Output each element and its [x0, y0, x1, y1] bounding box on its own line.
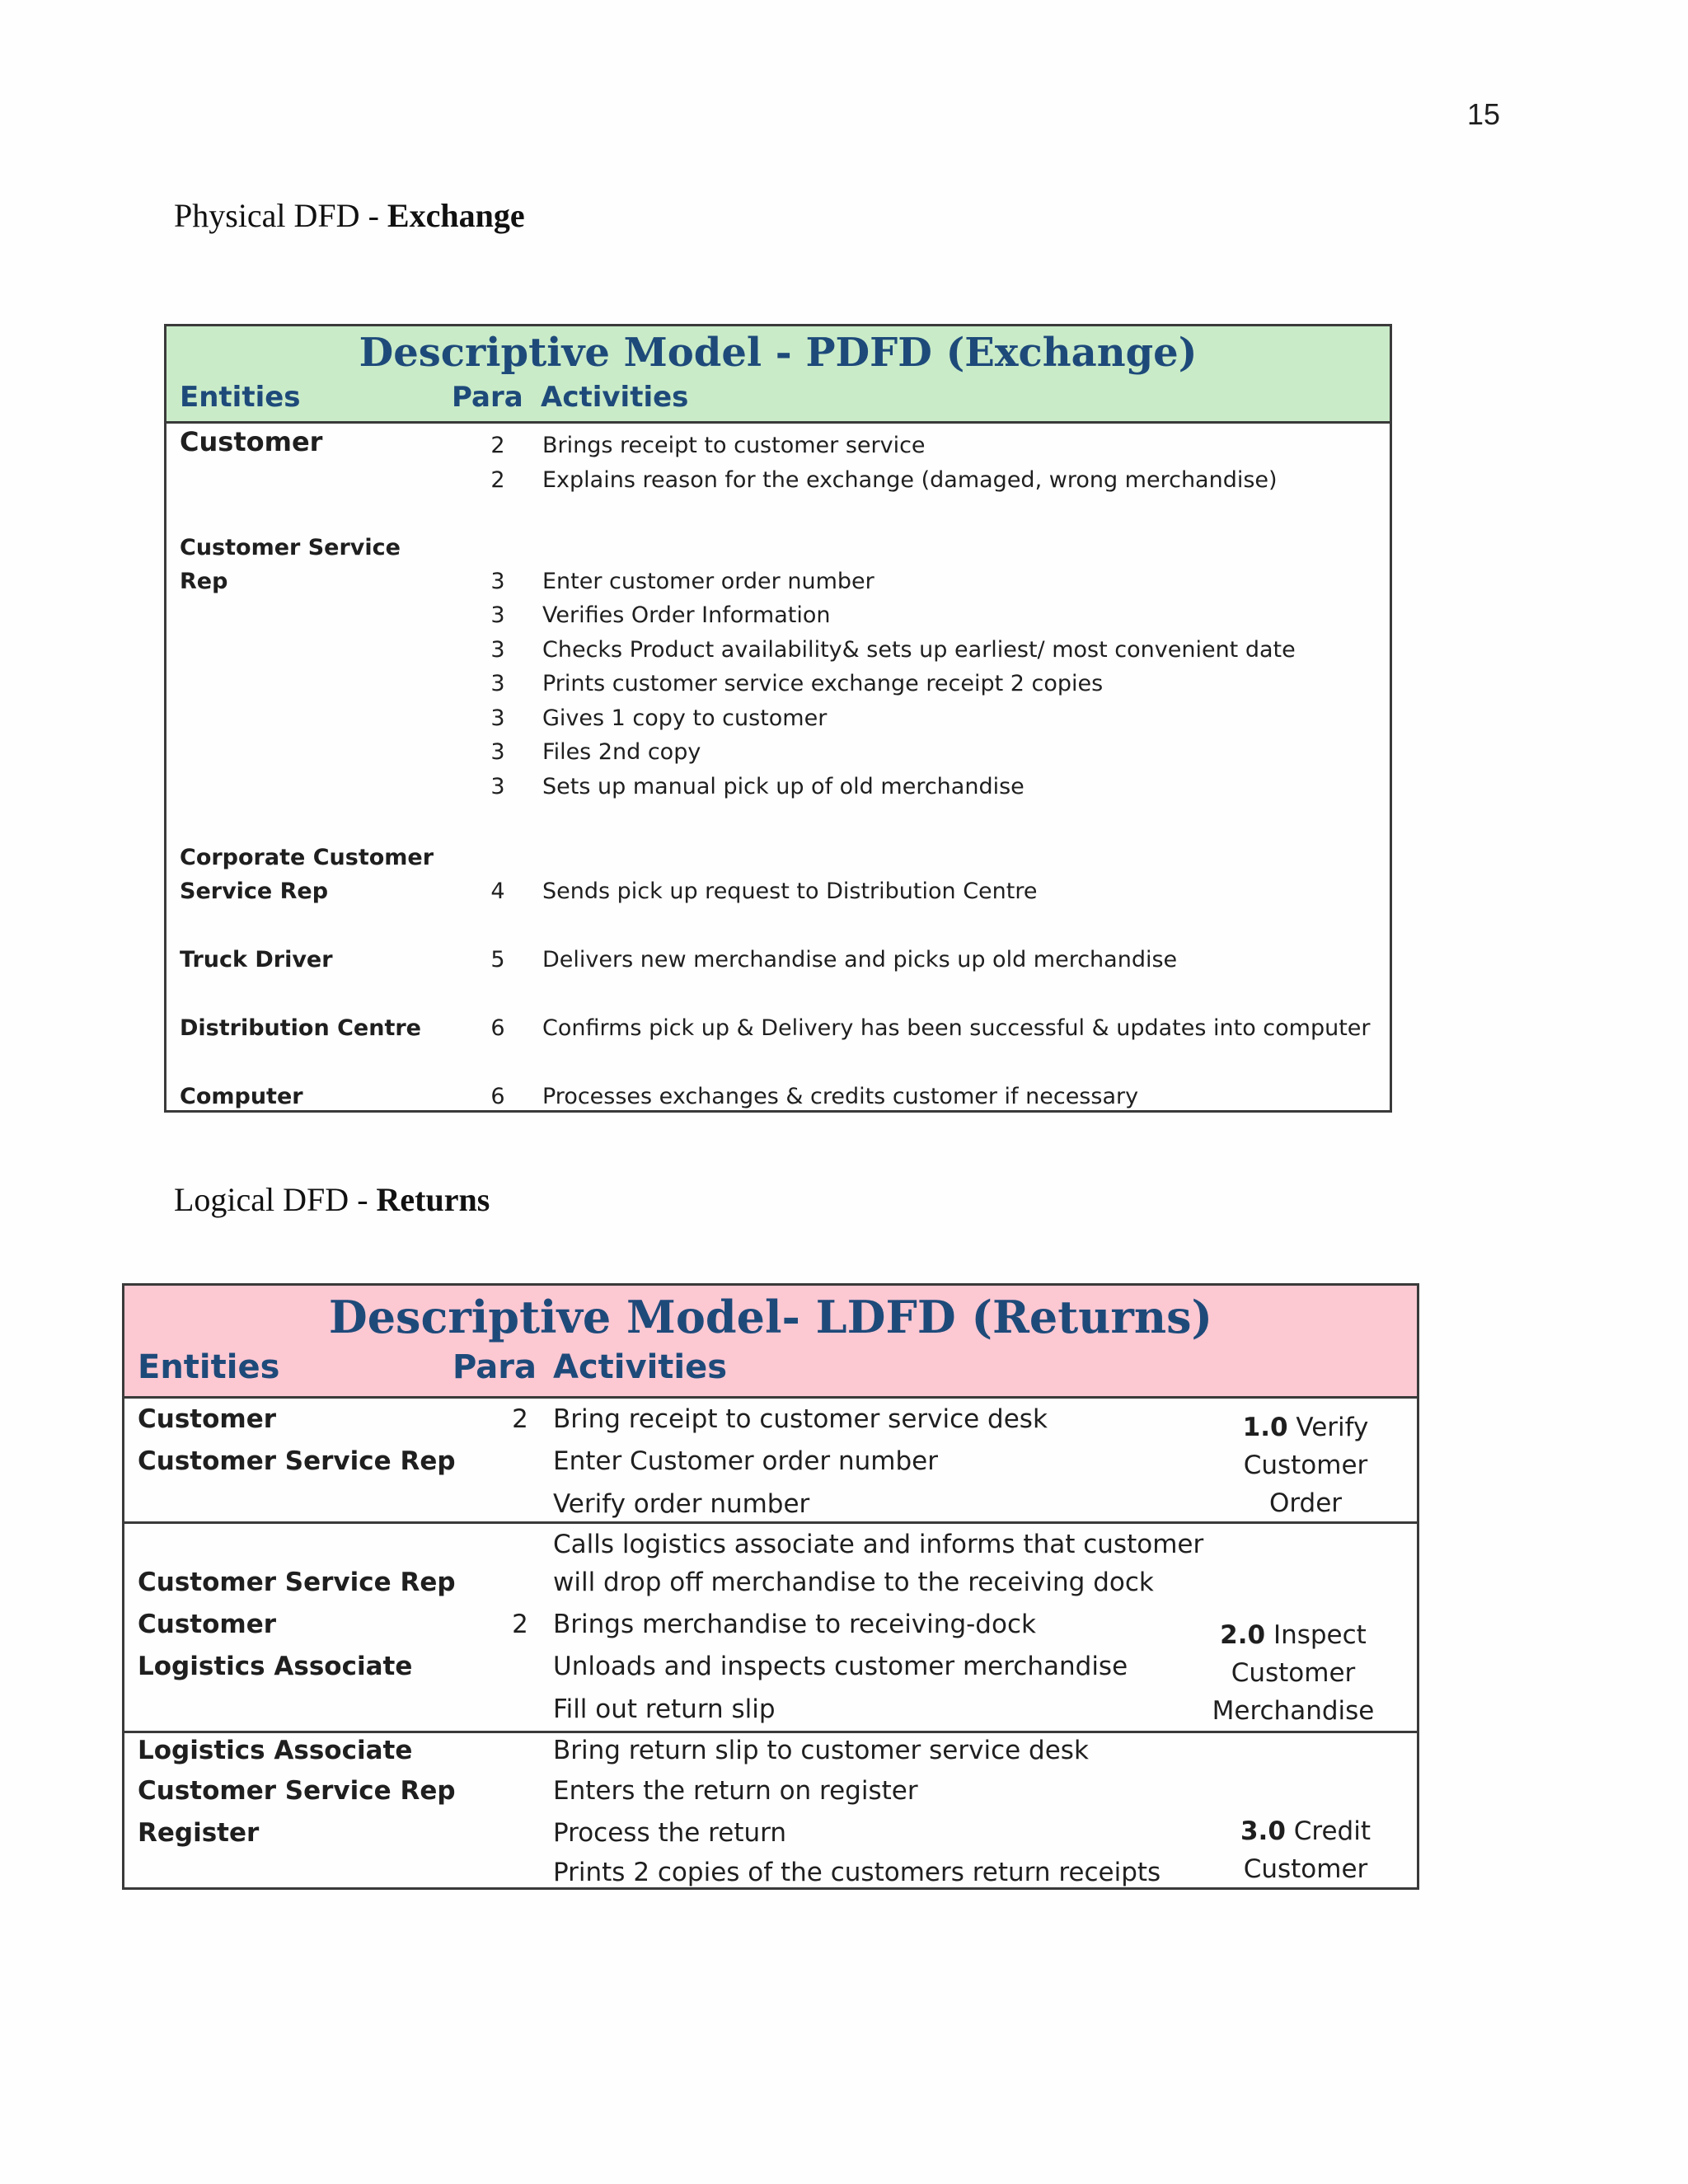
activity-cell: Unloads and inspects customer merchandise — [553, 1652, 1128, 1681]
column-header-activities: Activities — [541, 381, 689, 414]
process-label — [1211, 1408, 1400, 1522]
entity-label: Logistics Associate — [138, 1652, 413, 1681]
entity-label: Logistics Associate — [138, 1736, 413, 1765]
activity-cell: Bring receipt to customer service desk — [553, 1404, 1048, 1434]
para-cell: 3 — [490, 671, 505, 696]
para-cell: 3 — [490, 774, 505, 799]
process-label — [1186, 1616, 1400, 1730]
activity-cell: Gives 1 copy to customer — [542, 705, 828, 731]
para-cell: 3 — [490, 705, 505, 731]
table-row — [166, 633, 1390, 667]
para-cell: 2 — [490, 467, 505, 493]
activity-cell: Enter Customer order number — [553, 1446, 938, 1476]
activity-cell: Brings receipt to customer service — [542, 433, 926, 458]
entity-label: Customer — [180, 426, 323, 457]
activity-cell: Sets up manual pick up of old merchandise — [542, 774, 1025, 799]
table-row — [166, 943, 1390, 977]
entity-label: Truck Driver — [180, 947, 333, 972]
activity-cell: Processes exchanges & credits customer if necessary — [542, 1084, 1139, 1109]
process-name-line: Customer — [1243, 1451, 1368, 1480]
para-cell: 2 — [512, 1404, 528, 1434]
entity-label: Register — [138, 1818, 260, 1848]
pdfd-exchange-table — [164, 324, 1392, 1113]
entity-label: Customer Service Rep — [138, 1568, 456, 1597]
heading-prefix: Logical DFD - — [174, 1181, 377, 1218]
table-row — [166, 667, 1390, 701]
para-cell: 3 — [490, 739, 505, 765]
entity-label: Customer Service — [180, 535, 401, 560]
para-cell: 2 — [490, 433, 505, 458]
table-row — [166, 735, 1390, 769]
activity-cell: Prints 2 copies of the customers return receipts — [553, 1858, 1161, 1887]
table-title: Descriptive Model- LDFD (Returns) — [328, 1291, 1213, 1343]
process-group — [124, 1733, 1417, 1890]
para-cell: 3 — [490, 602, 505, 628]
table-header — [166, 326, 1390, 424]
table-header — [124, 1286, 1417, 1399]
para-cell: 4 — [490, 879, 505, 904]
activity-cell: Process the return — [553, 1818, 786, 1848]
entity-label: Distribution Centre — [180, 1015, 421, 1041]
process-number: 3.0 — [1240, 1816, 1286, 1846]
table-row — [166, 874, 1390, 908]
heading-prefix: Physical DFD - — [174, 197, 387, 234]
para-cell: 2 — [512, 1610, 528, 1639]
activity-cell: Delivers new merchandise and picks up old merchandise — [542, 947, 1178, 972]
heading-bold: Exchange — [387, 197, 525, 234]
column-header-para: Para — [452, 381, 523, 414]
activity-cell: Enter customer order number — [542, 569, 874, 594]
para-cell: 6 — [490, 1084, 505, 1109]
column-header-para: Para — [452, 1348, 537, 1386]
column-header-activities: Activities — [553, 1348, 728, 1386]
process-title — [1211, 1408, 1400, 1446]
activity-cell: Brings merchandise to receiving-dock — [553, 1610, 1036, 1639]
activity-cell: Checks Product availability& sets up earliest/ most convenient date — [542, 637, 1296, 663]
column-header-entities: Entities — [180, 381, 301, 414]
entity-label: Corporate Customer — [180, 845, 434, 870]
activity-cell: Confirms pick up & Delivery has been successful & updates into computer — [542, 1015, 1371, 1041]
table-row — [166, 770, 1390, 804]
process-name-line: Customer — [1243, 1854, 1368, 1884]
process-name: Credit — [1293, 1816, 1371, 1846]
table-row — [166, 565, 1390, 598]
activity-cell: Enters the return on register — [553, 1776, 918, 1806]
process-title — [1186, 1616, 1400, 1654]
table-row — [166, 1080, 1390, 1113]
process-number: 1.0 — [1242, 1413, 1288, 1442]
entity-label: Customer — [138, 1404, 277, 1434]
table-title: Descriptive Model - PDFD (Exchange) — [359, 330, 1198, 376]
activity-cell: Fill out return slip — [553, 1694, 776, 1724]
section-heading-logical-dfd — [174, 1180, 490, 1219]
process-name: Verify — [1296, 1413, 1369, 1442]
para-cell: 3 — [490, 569, 505, 594]
page-number: 15 — [1466, 97, 1500, 131]
activity-cell: Files 2nd copy — [542, 739, 701, 765]
para-cell: 5 — [490, 947, 505, 972]
table-row — [166, 1011, 1390, 1045]
entity-label: Customer — [138, 1610, 277, 1639]
activity-cell: Sends pick up request to Distribution Centre — [542, 879, 1038, 904]
heading-bold: Returns — [376, 1181, 490, 1218]
table-row — [166, 463, 1390, 497]
para-cell: 6 — [490, 1015, 505, 1041]
activity-cell: Verify order number — [553, 1489, 810, 1519]
entity-label: Customer Service Rep — [138, 1776, 456, 1806]
process-title — [1211, 1812, 1400, 1850]
entity-label: Rep — [180, 569, 228, 594]
section-heading-physical-dfd — [174, 196, 525, 235]
column-header-entities: Entities — [138, 1348, 280, 1386]
activity-cell: Bring return slip to customer service desk — [553, 1736, 1089, 1765]
process-label — [1211, 1812, 1400, 1888]
process-name: Inspect — [1273, 1620, 1367, 1650]
table-row — [166, 598, 1390, 632]
entity-label: Customer Service Rep — [138, 1446, 456, 1476]
process-group — [124, 1399, 1417, 1524]
table-row — [166, 701, 1390, 735]
para-cell: 3 — [490, 637, 505, 663]
activity-cell: Explains reason for the exchange (damaged, wrong merchandise) — [542, 467, 1278, 493]
process-number: 2.0 — [1220, 1620, 1266, 1650]
entity-label: Computer — [180, 1084, 303, 1109]
activity-cell: Calls logistics associate and informs that customer — [553, 1530, 1204, 1559]
process-name-line: Order — [1268, 1488, 1343, 1518]
process-name-line: Merchandise — [1212, 1696, 1375, 1726]
activity-cell: Verifies Order Information — [542, 602, 831, 628]
activity-cell: Prints customer service exchange receipt 2 copies — [542, 671, 1104, 696]
table-row — [166, 429, 1390, 462]
ldfd-returns-table — [122, 1283, 1419, 1890]
activity-cell: will drop off merchandise to the receiving dock — [553, 1568, 1154, 1597]
process-name-line: Customer — [1231, 1658, 1356, 1688]
process-group — [124, 1524, 1417, 1733]
entity-label: Service Rep — [180, 879, 329, 904]
